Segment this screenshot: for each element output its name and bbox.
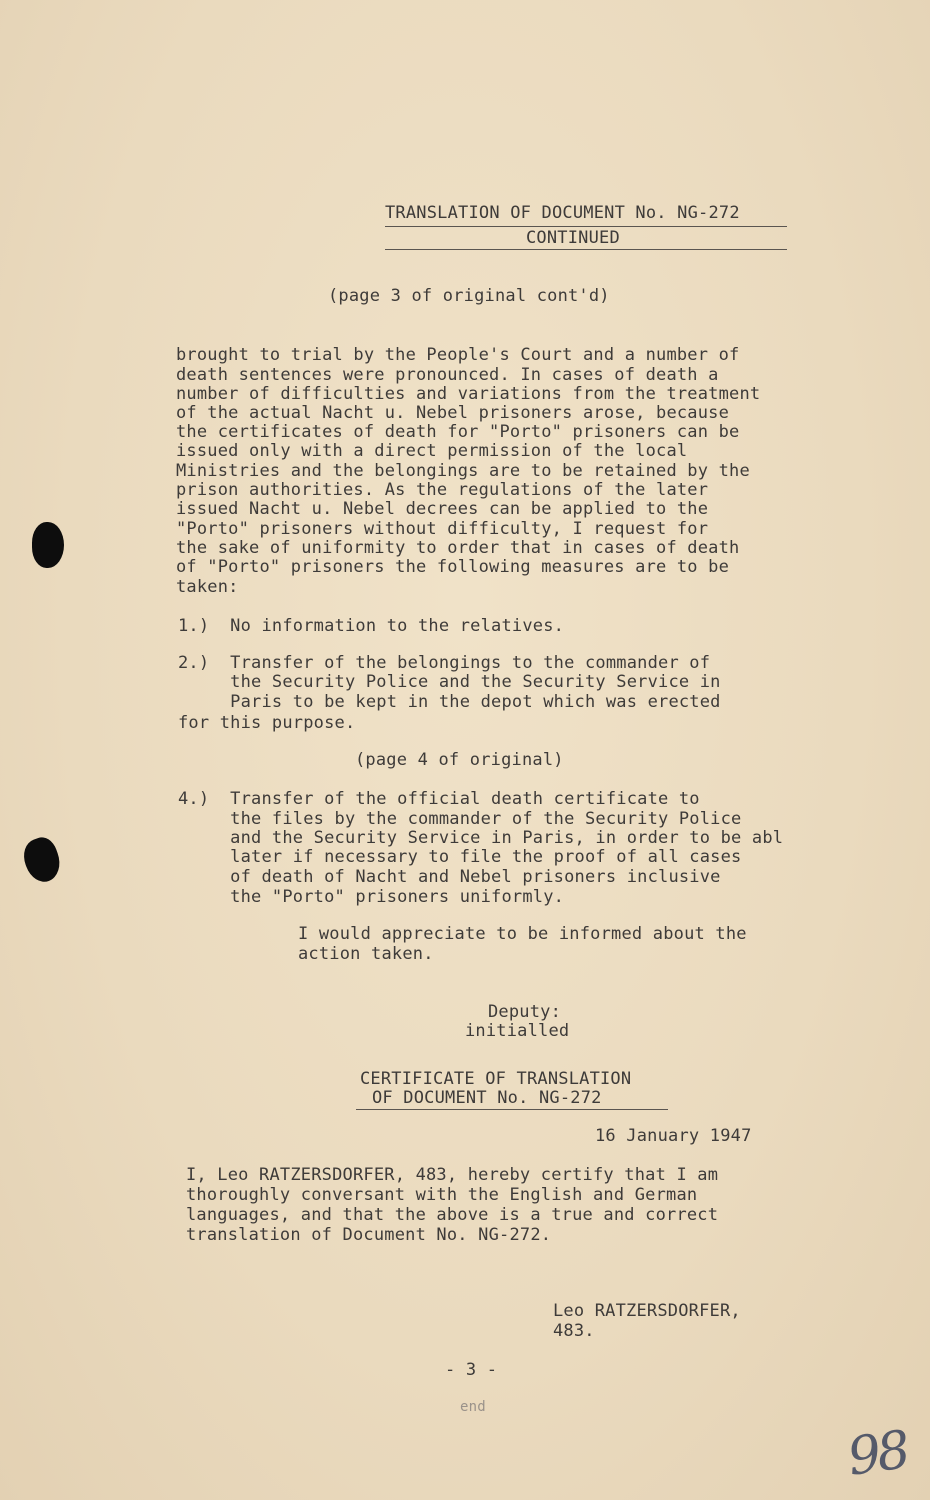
signature-name: Leo RATZERSDORFER, xyxy=(553,1301,741,1321)
measure-item-2-line: 2.) Transfer of the belongings to the commander of xyxy=(178,653,711,673)
measure-item-2-line: the Security Police and the Security Service in xyxy=(178,672,721,692)
header-underline-2 xyxy=(385,249,787,250)
certificate-date: 16 January 1947 xyxy=(595,1126,752,1146)
page-reference-4: (page 4 of original) xyxy=(355,750,564,770)
measure-item-4-line: and the Security Service in Paris, in order to be abl xyxy=(178,828,784,848)
handwritten-page-number: 98 xyxy=(844,1420,911,1488)
measure-item-1: 1.) No information to the relatives. xyxy=(178,616,565,636)
certificate-text-line: translation of Document No. NG-272. xyxy=(186,1225,552,1245)
initialled-label: initialled xyxy=(465,1021,570,1041)
text-line: of the actual Nacht u. Nebel prisoners arose, because xyxy=(176,403,730,423)
text-line: brought to trial by the People's Court and a number of xyxy=(176,345,740,365)
text-line: "Porto" prisoners without difficulty, I request for xyxy=(176,519,709,539)
text-line: Ministries and the belongings are to be retained by the xyxy=(176,461,750,481)
deputy-label: Deputy: xyxy=(488,1002,562,1022)
certificate-title-line2: OF DOCUMENT No. NG-272 xyxy=(372,1088,602,1108)
text-line: death sentences were pronounced. In cases of death a xyxy=(176,365,719,385)
text-line: the certificates of death for "Porto" prisoners can be xyxy=(176,422,740,442)
end-mark: end xyxy=(460,1399,486,1415)
header-title-line2: CONTINUED xyxy=(526,228,620,248)
measure-item-4-line: of death of Nacht and Nebel prisoners inclusive xyxy=(178,867,721,887)
text-line: the sake of uniformity to order that in cases of death xyxy=(176,538,740,558)
text-line: prison authorities. As the regulations of the later xyxy=(176,480,709,500)
text-line: issued only with a direct permission of the local xyxy=(176,441,688,461)
text-line: of "Porto" prisoners the following measures are to be xyxy=(176,557,730,577)
page-number: - 3 - xyxy=(445,1360,498,1380)
measure-item-4-line: later if necessary to file the proof of all cases xyxy=(178,847,742,867)
page-reference-3: (page 3 of original cont'd) xyxy=(328,286,610,306)
punch-hole-bottom xyxy=(19,834,66,887)
measure-item-4-line: the "Porto" prisoners uniformly. xyxy=(178,887,565,907)
measure-item-2-line: Paris to be kept in the depot which was erected xyxy=(178,692,721,712)
certificate-text-line: languages, and that the above is a true and correct xyxy=(186,1205,719,1225)
text-line: number of difficulties and variations from the treatment xyxy=(176,384,761,404)
signature-number: 483. xyxy=(553,1321,595,1341)
closing-line: action taken. xyxy=(298,944,434,964)
certificate-underline xyxy=(356,1109,668,1110)
measure-item-4-line: the files by the commander of the Security Police xyxy=(178,809,742,829)
certificate-title-line1: CERTIFICATE OF TRANSLATION xyxy=(360,1069,632,1089)
measure-item-2-line: for this purpose. xyxy=(178,713,356,733)
punch-hole-top xyxy=(32,522,64,568)
certificate-text-line: thoroughly conversant with the English and German xyxy=(186,1185,698,1205)
closing-line: I would appreciate to be informed about the xyxy=(298,924,747,944)
text-line: issued Nacht u. Nebel decrees can be applied to the xyxy=(176,499,709,519)
header-underline-1 xyxy=(385,226,787,227)
text-line: taken: xyxy=(176,577,239,597)
header-title-line1: TRANSLATION OF DOCUMENT No. NG-272 xyxy=(385,203,740,223)
certificate-text-line: I, Leo RATZERSDORFER, 483, hereby certify that I am xyxy=(186,1165,719,1185)
measure-item-4-line: 4.) Transfer of the official death certificate to xyxy=(178,789,700,809)
